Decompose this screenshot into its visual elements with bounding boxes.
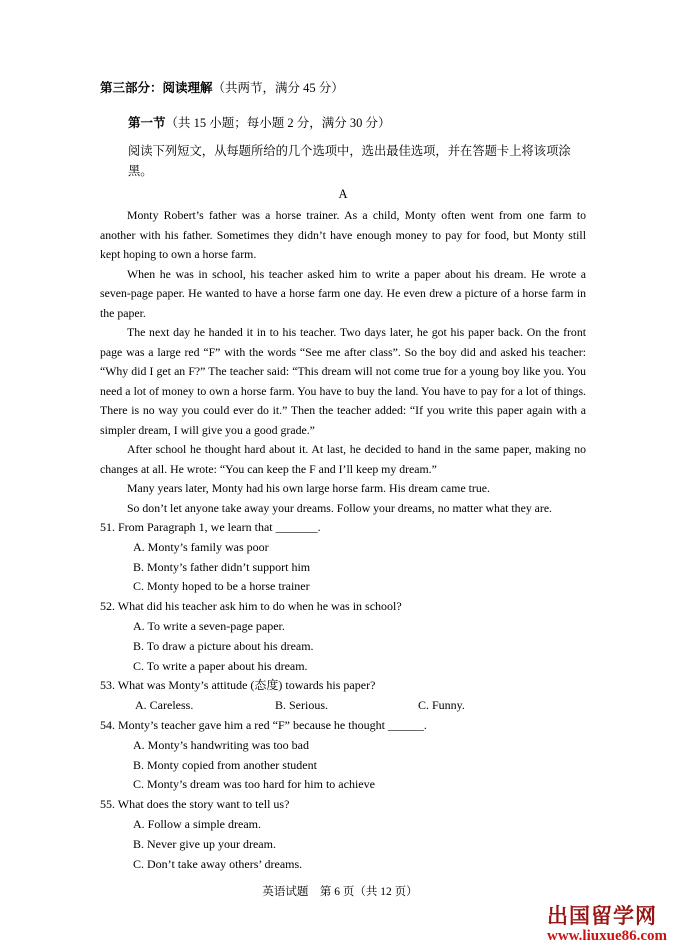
question-54 [100,716,586,795]
passage-paragraph-5: Many years later, Monty had his own large horse farm. His dream came true. [127,481,490,495]
passage-paragraph-2: When he was in school, his teacher asked him to write a paper about his dream. He wrote a seven-page paper. He wanted to have a horse farm one day. He even drew a picture of a horse farm in the paper. [100,266,586,320]
watermark [547,904,667,944]
watermark-site-name: 出国留学网 [547,904,657,928]
section-heading-detail: （共 15 小题；每小题 2 分，满分 30 分） [165,116,391,130]
question-54-option-a: A. Monty’s handwriting was too bad [133,737,309,752]
question-55 [100,795,586,874]
part-heading [100,78,586,98]
section-instructions: 阅读下列短文，从每题所给的几个选项中，选出最佳选项，并在答题卡上将该项涂黑。 [128,144,571,178]
question-53-option-c: C. Funny. [418,698,465,713]
question-55-option-b: B. Never give up your dream. [133,836,276,851]
question-53-stem: 53. What was Monty’s attitude (态度) towards his paper? [100,678,376,693]
passage-paragraph-4: After school he thought hard about it. At last, he decided to hand in the same paper, making no changes at all. He wrote: “You can keep the F and I’ll keep my dream.” [100,442,586,476]
passage-label: A [338,187,348,201]
question-51-option-c: C. Monty hoped to be a horse trainer [133,579,310,594]
question-53 [100,676,586,716]
question-51 [100,518,586,597]
question-55-stem: 55. What does the story want to tell us? [100,797,290,812]
part-heading-title: 第三部分：阅读理解 [100,81,213,95]
question-51-stem: 51. From Paragraph 1, we learn that _______. [100,520,321,534]
part-heading-detail: （共两节，满分 45 分） [212,81,344,95]
question-54-option-c: C. Monty’s dream was too hard for him to achieve [133,777,375,792]
question-52 [100,597,586,676]
watermark-site-url: www.liuxue86.com [547,928,667,944]
passage-paragraph-1: Monty Robert’s father was a horse trainer. As a child, Monty often went from one farm to another with his father. Sometimes they didn’t have enough money to pay for food, but Monty still kept hoping to own a horse farm. [100,208,586,261]
question-55-option-c: C. Don’t take away others’ dreams. [133,856,303,871]
passage-paragraph-6: So don’t let anyone take away your dreams. Follow your dreams, no matter what they are. [127,500,553,515]
exam-content [100,78,586,874]
question-52-stem: 52. What did his teacher ask him to do when he was in school? [100,599,402,614]
question-52-option-b: B. To draw a picture about his dream. [133,638,314,653]
page-footer: 英语试题 第 6 页（共 12 页） [262,886,418,898]
question-52-option-c: C. To write a paper about his dream. [133,658,308,673]
passage-paragraph-3: The next day he handed it in to his teacher. Two days later, he got his paper back. On the front page was a large red “F” with the words “See me after class”. So the boy did and asked his teacher: “Why did I get an F?” The teacher said: “This dream will not come true for a young boy like you. You need a lot of money to own a horse farm. You have to buy the land. You have to pay for a lot of things. There is no way you could ever do it.” Then the teacher added: “If you write this paper again with a simpler dream, I will give you a good grade.” [100,325,586,437]
question-51-option-a: A. Monty’s family was poor [133,539,269,554]
question-54-stem: 54. Monty’s teacher gave him a red “F” because he thought ______. [100,717,427,732]
question-52-option-a: A. To write a seven-page paper. [133,618,285,633]
question-53-options [100,696,586,716]
question-53-option-a: A. Careless. [135,698,194,713]
question-54-option-b: B. Monty copied from another student [133,757,317,772]
section-heading [100,113,586,133]
section-heading-title: 第一节 [128,116,166,130]
question-51-option-b: B. Monty’s father didn’t support him [133,559,311,574]
question-53-option-b: B. Serious. [275,698,329,713]
question-55-option-a: A. Follow a simple dream. [133,816,261,831]
